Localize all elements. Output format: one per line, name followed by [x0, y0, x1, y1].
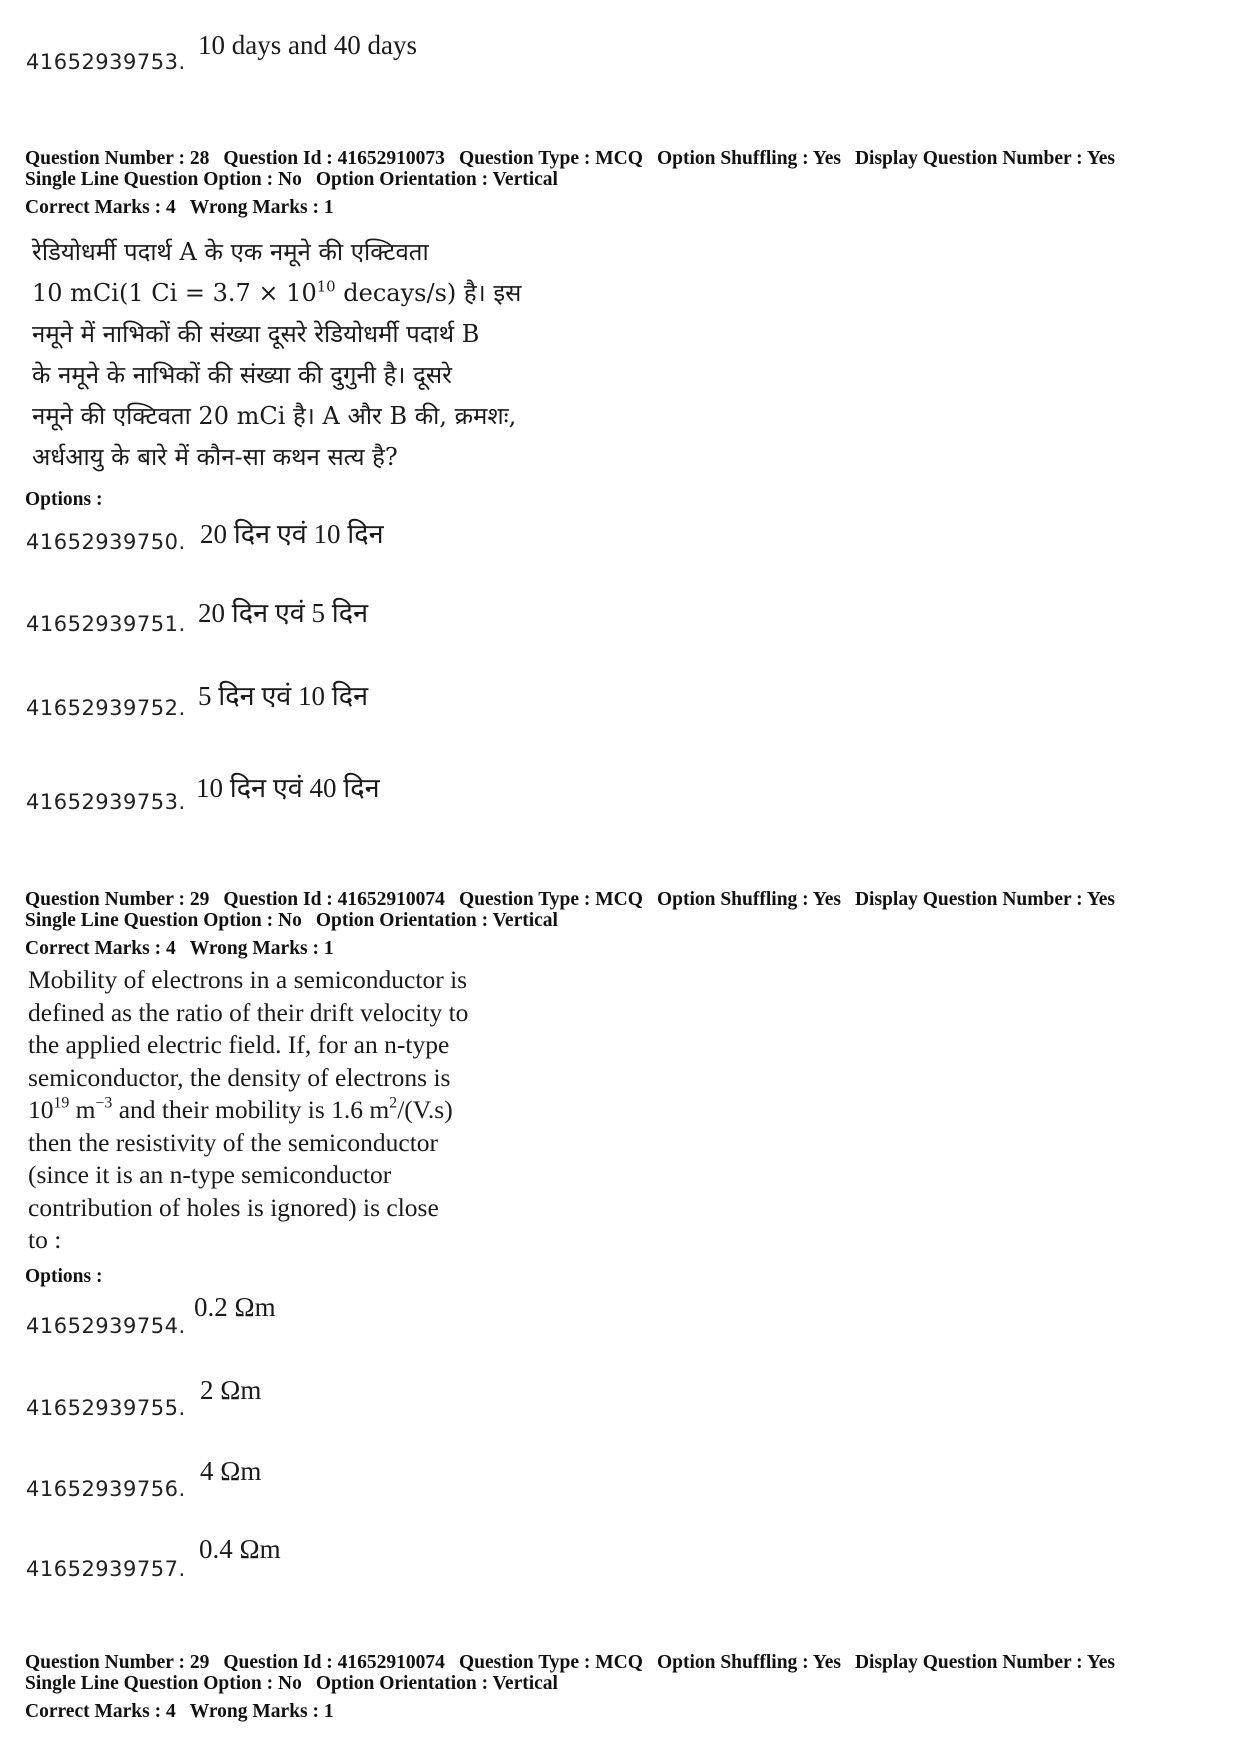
option-orientation: Option Orientation : Vertical — [315, 169, 558, 190]
question-id: Question Id : 41652910073 — [223, 148, 445, 169]
option-shuffling: Option Shuffling : Yes — [656, 889, 841, 910]
option-text: 4 Ωm — [200, 1456, 262, 1486]
option-text: 5 दिन एवं 10 दिन — [198, 681, 369, 711]
question-meta-29 — [25, 889, 1129, 959]
single-line-option: Single Line Question Option : No — [25, 910, 302, 931]
option-text: 20 दिन एवं 5 दिन — [198, 598, 369, 628]
correct-marks: Correct Marks : 4 — [25, 938, 176, 959]
question-line: 10 mCi(1 $Ci = 3.7 \times 10^{10}$ decays/s) है। इस — [32, 277, 522, 307]
option-id: 41652939753. — [26, 50, 186, 74]
question-type: Question Type : MCQ — [458, 1652, 643, 1673]
options-label: Options : — [25, 489, 103, 510]
question-line: Mobility of electrons in a semiconductor is — [28, 965, 468, 994]
marks-line — [25, 197, 1129, 218]
question-text-29 — [28, 964, 538, 1257]
single-line-option: Single Line Question Option : No — [25, 169, 302, 190]
meta-line-2 — [25, 910, 1129, 931]
meta-line-1 — [25, 889, 1129, 910]
question-line: $10^{19}$ $m^{-3}$ and their mobility is 1.6 $m^2/(V.s)$ — [28, 1094, 453, 1124]
question-line: के नमूने के नाभिकों की संख्या की दुगुनी है। दूसरे — [32, 361, 452, 389]
wrong-marks: Wrong Marks : 1 — [189, 197, 334, 218]
question-line: नमूने में नाभिकों की संख्या दूसरे रेडियोधर्मी पदार्थ B — [32, 320, 480, 348]
marks-line — [25, 1701, 1129, 1722]
question-line: अर्धआयु के बारे में कौन-सा कथन सत्य है? — [32, 443, 398, 471]
question-meta-28 — [25, 148, 1129, 218]
question-line: to : — [28, 1225, 62, 1254]
option-orientation: Option Orientation : Vertical — [315, 1673, 558, 1694]
meta-line-1 — [25, 148, 1129, 169]
meta-line-2 — [25, 1673, 1129, 1694]
option-id: 41652939751. — [26, 612, 186, 636]
correct-marks: Correct Marks : 4 — [25, 197, 176, 218]
options-label: Options : — [25, 1266, 103, 1287]
question-line: defined as the ratio of their drift velocity to — [28, 997, 469, 1027]
option-shuffling: Option Shuffling : Yes — [656, 148, 841, 169]
meta-line-2 — [25, 169, 1129, 190]
question-id: Question Id : 41652910074 — [223, 1652, 445, 1673]
question-line: रेडियोधर्मी पदार्थ A के एक नमूने की एक्टिवता — [32, 238, 429, 266]
question-type: Question Type : MCQ — [458, 889, 643, 910]
question-text-28 — [32, 232, 552, 478]
question-line: नमूने की एक्टिवता 20 mCi है। A और B की, क्रमशः, — [32, 402, 517, 430]
option-text: 0.4 Ωm — [199, 1534, 281, 1564]
meta-line-1 — [25, 1652, 1129, 1673]
question-line: the applied electric field. If, for an n-type — [28, 1030, 450, 1059]
marks-line — [25, 938, 1129, 959]
option-text: 10 दिन एवं 40 दिन — [196, 773, 380, 803]
option-shuffling: Option Shuffling : Yes — [656, 1652, 841, 1673]
question-meta-29-repeat — [25, 1652, 1129, 1722]
question-number: Question Number : 28 — [25, 148, 210, 169]
display-question-number: Display Question Number : Yes — [854, 889, 1115, 910]
wrong-marks: Wrong Marks : 1 — [189, 1701, 334, 1722]
option-id: 41652939756. — [26, 1477, 186, 1501]
question-id: Question Id : 41652910074 — [223, 889, 445, 910]
option-id: 41652939753. — [26, 790, 186, 814]
option-id: 41652939754. — [26, 1314, 186, 1338]
display-question-number: Display Question Number : Yes — [854, 148, 1115, 169]
question-number: Question Number : 29 — [25, 1652, 210, 1673]
question-number: Question Number : 29 — [25, 889, 210, 910]
option-id: 41652939755. — [26, 1396, 186, 1420]
question-type: Question Type : MCQ — [458, 148, 643, 169]
question-line: contribution of holes is ignored) is close — [28, 1192, 439, 1222]
option-text: 10 days and 40 days — [198, 30, 417, 60]
option-id: 41652939752. — [26, 696, 186, 720]
option-id: 41652939757. — [26, 1557, 186, 1581]
question-line: semiconductor, the density of electrons is — [28, 1062, 451, 1092]
option-text: 20 दिन एवं 10 दिन — [200, 519, 384, 549]
option-id: 41652939750. — [26, 530, 186, 554]
single-line-option: Single Line Question Option : No — [25, 1673, 302, 1694]
correct-marks: Correct Marks : 4 — [25, 1701, 176, 1722]
display-question-number: Display Question Number : Yes — [854, 1652, 1115, 1673]
question-line: then the resistivity of the semiconductor — [28, 1127, 439, 1157]
wrong-marks: Wrong Marks : 1 — [189, 938, 334, 959]
option-orientation: Option Orientation : Vertical — [315, 910, 558, 931]
option-text: 2 Ωm — [200, 1375, 262, 1405]
question-line: (since it is an n-type semiconductor — [28, 1160, 392, 1189]
option-text: 0.2 Ωm — [194, 1292, 276, 1322]
